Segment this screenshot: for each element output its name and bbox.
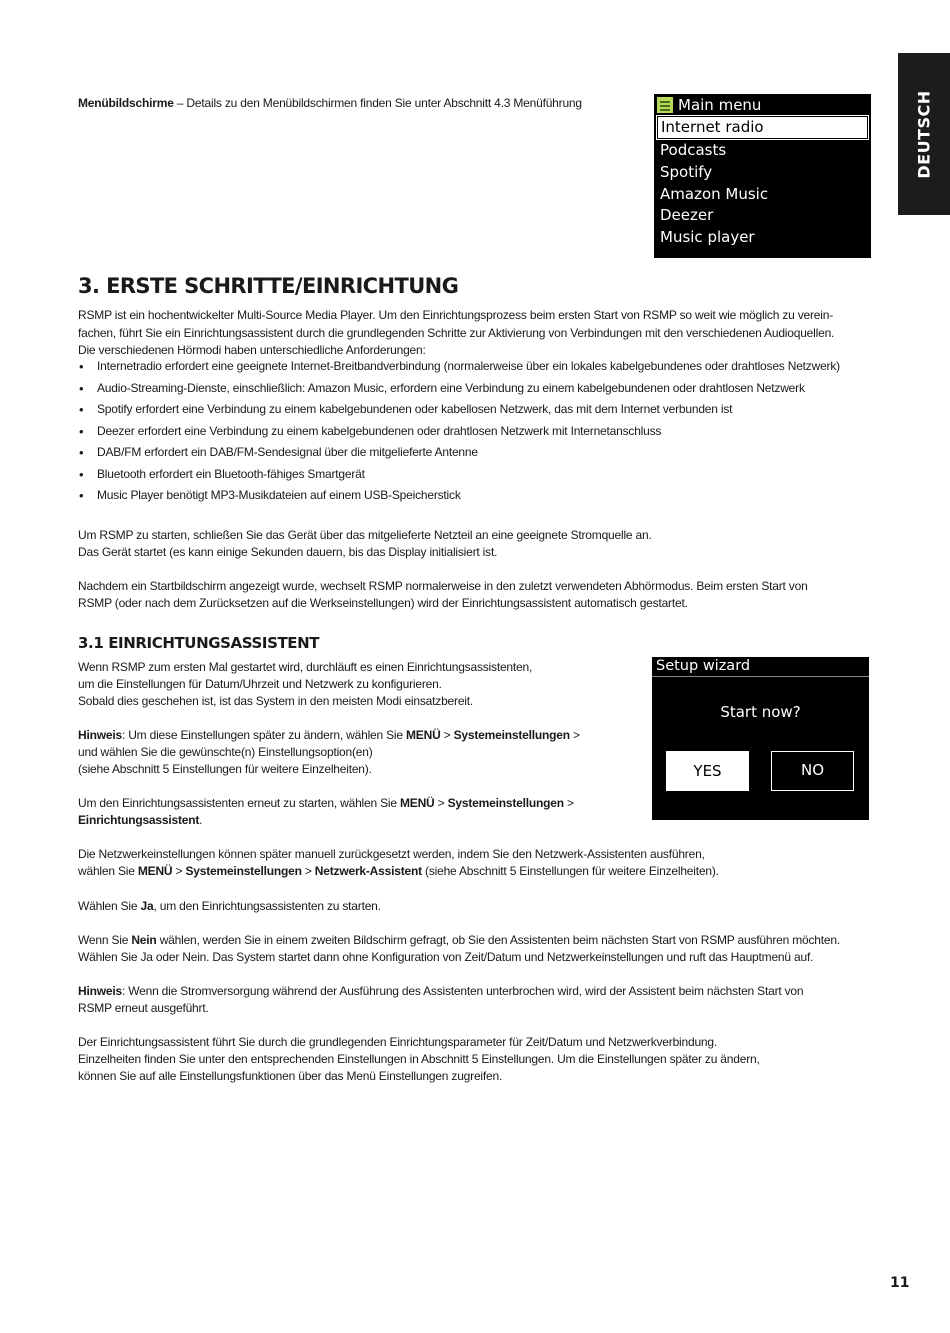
no-button[interactable]: NO <box>771 751 854 791</box>
section-3-1-heading: 3.1 EINRICHTUNGSASSISTENT <box>78 634 320 652</box>
system-settings-ref: Systemeinstellungen <box>185 864 302 878</box>
yes-line <box>78 898 381 915</box>
hint1-line1 <box>78 727 580 744</box>
no-para-text-end: wählen, werden Sie in einem zweiten Bildschirm gefragt, ob Sie den Assistenten beim nächsten Start von RSMP ausführen möchten. <box>156 933 840 947</box>
separator: > <box>440 728 454 742</box>
hint2-line2: RSMP erneut ausgeführt. <box>78 1001 209 1015</box>
main-menu-header <box>654 94 871 115</box>
section-3-para1-line1: RSMP ist ein hochentwickelter Multi-Source Media Player. Um den Einrichtungsprozess beim ersten Start von RSMP so weit wie möglich zu verein- <box>78 308 834 322</box>
no-para-text: Wenn Sie <box>78 933 132 947</box>
menu-item-music-player[interactable]: Music player <box>660 228 755 247</box>
list-item: • Music Player benötigt MP3-Musikdateien auf einem USB-Speicherstick <box>78 487 840 509</box>
separator: > <box>563 796 574 810</box>
setup-wizard-screen <box>652 657 869 820</box>
list-item: • Internetradio erfordert eine geeignete Internet-Breitbandverbindung (normalerweise über ein lokales kabelgebundenes oder drahtloses Netzwerk) <box>78 358 840 380</box>
separator: > <box>569 728 580 742</box>
requirements-list <box>78 358 840 509</box>
hint1-line2: und wählen Sie die gewünschte(n) Einstellungsoption(en) <box>78 745 373 759</box>
final-line2: Einzelheiten finden Sie unter den entsprechenden Einstellungen in Abschnitt 5 Einstellungen. Um die Einstellungen später zu ändern, <box>78 1052 760 1066</box>
menu-item-deezer[interactable]: Deezer <box>660 206 714 225</box>
network-line1: Die Netzwerkeinstellungen können später manuell zurückgesetzt werden, indem Sie den Netzwerk-Assistenten ausführen, <box>78 847 705 861</box>
period: . <box>199 813 203 827</box>
start-para-line1: Um RSMP zu starten, schließen Sie das Gerät über das mitgelieferte Netzteil an eine geeignete Stromquelle an. <box>78 528 652 542</box>
restart-text: Um den Einrichtungsassistenten erneut zu starten, wählen Sie <box>78 796 400 810</box>
nein-ref: Nein <box>131 933 157 947</box>
language-tab-label: DEUTSCH <box>914 89 934 179</box>
hint1-text: : Um diese Einstellungen später zu ändern, wählen Sie <box>121 728 406 742</box>
intro-text: – Details zu den Menübildschirmen finden Sie unter Abschnitt 4.3 Menüführung <box>173 96 582 110</box>
system-settings-ref: Systemeinstellungen <box>453 728 570 742</box>
main-menu-title: Main menu <box>678 95 762 114</box>
separator: > <box>301 864 315 878</box>
hint1-line3: (siehe Abschnitt 5 Einstellungen für weitere Einzelheiten). <box>78 762 372 776</box>
intro-label: Menübildschirme <box>78 96 174 110</box>
section-3-heading: 3. ERSTE SCHRITTE/EINRICHTUNG <box>78 274 459 298</box>
list-icon <box>657 97 673 113</box>
menu-ref: MENÜ <box>399 796 435 810</box>
hint1-label: Hinweis <box>78 728 122 742</box>
hint2-text: : Wenn die Stromversorgung während der Ausführung des Assistenten unterbrochen wird, wird der Assistent beim nächsten Start von <box>121 984 804 998</box>
menu-item-podcasts[interactable]: Podcasts <box>660 141 727 159</box>
menu-ref: MENÜ <box>137 864 173 878</box>
menu-item-internet-radio[interactable]: Internet radio <box>657 116 868 139</box>
ja-ref: Ja <box>140 899 154 913</box>
separator: > <box>434 796 448 810</box>
hint2-line1 <box>78 983 803 1000</box>
no-para-line2: Wählen Sie Ja oder Nein. Das System startet dann ohne Konfiguration von Zeit/Datum und Netzwerkeinstellungen und ruft das Hauptmenü auf. <box>78 950 814 964</box>
final-line1: Der Einrichtungsassistent führt Sie durch die grundlegenden Einrichtungsparameter für Zeit/Datum und Netzwerkverbindung. <box>78 1035 718 1049</box>
page-number: 11 <box>890 1275 910 1291</box>
list-item: • Audio-Streaming-Dienste, einschließlich: Amazon Music, erfordern eine Verbindung zu einem kabelgebundenen oder drahtlosen Netzwerk <box>78 380 840 402</box>
wizard-intro-line2: um die Einstellungen für Datum/Uhrzeit und Netzwerk zu konfigurieren. <box>78 677 442 691</box>
setup-wizard-title: Setup wizard <box>652 657 869 677</box>
language-tab <box>898 53 950 215</box>
separator: > <box>172 864 186 878</box>
section-3-para1-line3: Die verschiedenen Hörmodi haben unterschiedliche Anforderungen: <box>78 343 426 357</box>
setup-wizard-question: Start now? <box>720 703 801 721</box>
system-settings-ref: Systemeinstellungen <box>447 796 564 810</box>
restart-line1 <box>78 795 574 812</box>
network-text: wählen Sie <box>78 864 138 878</box>
boot-para-line2: RSMP (oder nach dem Zurücksetzen auf die Werkseinstellungen) wird der Einrichtungsassistent automatisch gestartet. <box>78 596 688 610</box>
wizard-intro-line3: Sobald dies geschehen ist, ist das System in den meisten Modi einsatzbereit. <box>78 694 474 708</box>
menu-item-amazon-music[interactable]: Amazon Music <box>660 184 769 203</box>
list-item: • DAB/FM erfordert ein DAB/FM-Sendesignal über die mitgelieferte Antenne <box>78 444 840 466</box>
section-3-para1-line2: fachen, führt Sie ein Einrichtungsassistent durch die grundlegenden Schritte zur Aktivierung von Verbindungen mit den verschiedenen Audioquellen. <box>78 326 835 340</box>
network-line2 <box>78 863 719 880</box>
wizard-intro-line1: Wenn RSMP zum ersten Mal gestartet wird, durchläuft es einen Einrichtungsassistenten, <box>78 660 533 674</box>
yes-button[interactable]: YES <box>666 751 749 791</box>
restart-line2 <box>78 812 202 829</box>
no-para-line1 <box>78 932 840 949</box>
main-menu-screen <box>654 94 871 258</box>
list-item: • Spotify erfordert eine Verbindung zu einem kabelgebundenen oder kabellosen Netzwerk, das mit dem Internet verbunden ist <box>78 401 840 423</box>
intro-line <box>78 95 582 112</box>
final-line3: können Sie auf alle Einstellungsfunktionen über das Menü Einstellungen zugreifen. <box>78 1069 503 1083</box>
boot-para-line1: Nachdem ein Startbildschirm angezeigt wurde, wechselt RSMP normalerweise in den zuletzt verwendeten Abhörmodus. Beim ersten Start von <box>78 579 808 593</box>
network-text-end: (siehe Abschnitt 5 Einstellungen für weitere Einzelheiten). <box>421 864 719 878</box>
menu-ref: MENÜ <box>406 728 441 742</box>
yes-line-text: Wählen Sie <box>78 899 141 913</box>
setup-wizard-ref: Einrichtungsassistent <box>78 813 200 827</box>
network-wizard-ref: Netzwerk-Assistent <box>314 864 422 878</box>
yes-line-end: , um den Einrichtungsassistenten zu starten. <box>153 899 381 913</box>
list-item: • Deezer erfordert eine Verbindung zu einem kabelgebundenen oder drahtlosen Netzwerk mit Internetanschluss <box>78 423 840 445</box>
list-item: • Bluetooth erfordert ein Bluetooth-fähiges Smartgerät <box>78 466 840 488</box>
menu-item-spotify[interactable]: Spotify <box>660 162 713 181</box>
hint2-label: Hinweis <box>78 984 122 998</box>
start-para-line2: Das Gerät startet (es kann einige Sekunden dauern, bis das Display initialisiert ist. <box>78 545 498 559</box>
